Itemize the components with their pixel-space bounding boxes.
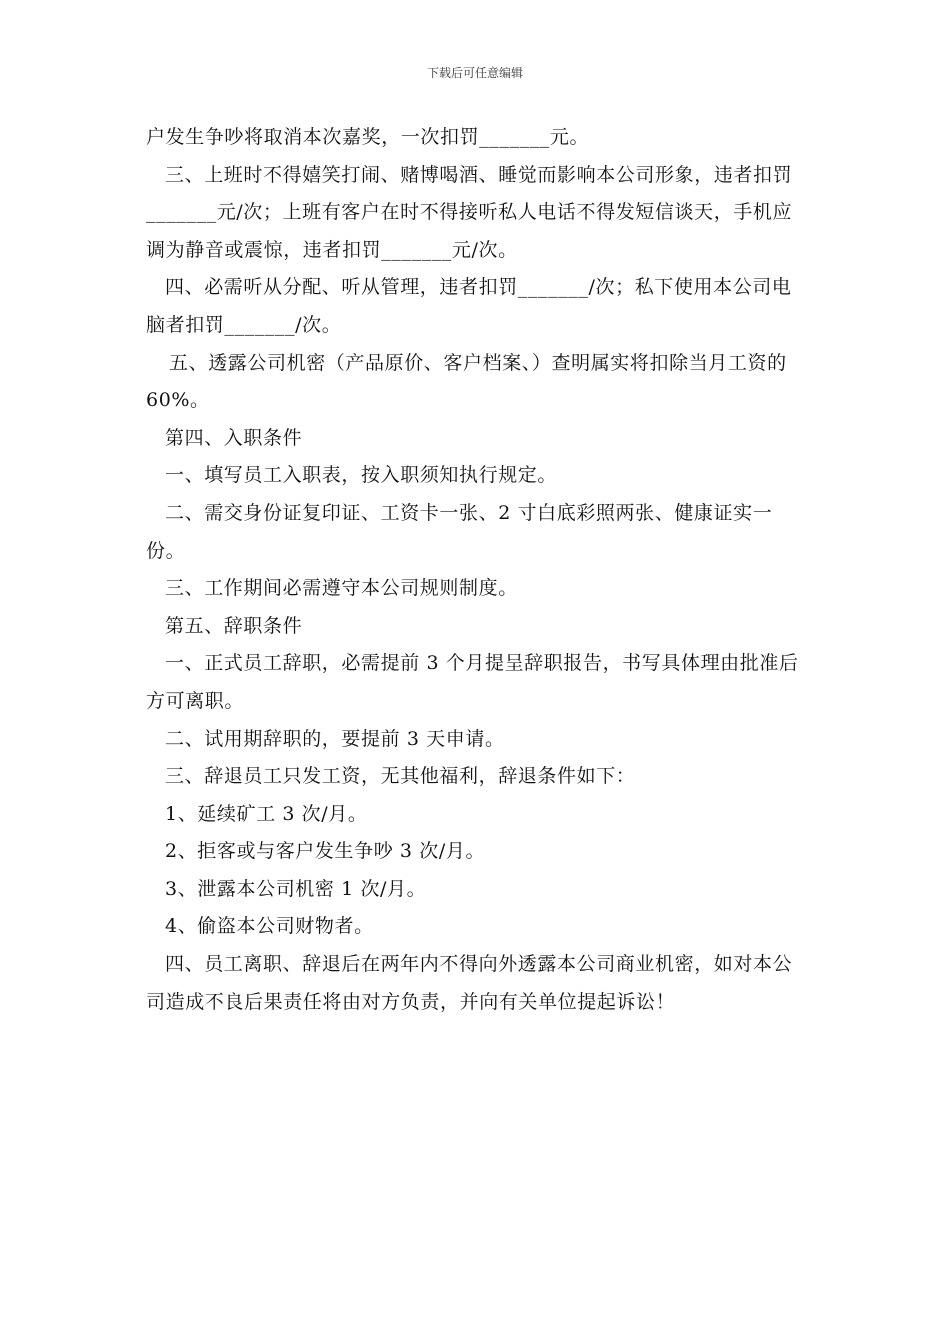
list-item: 3、泄露本公司机密 1 次/月。 [165,877,427,900]
paragraph: 三、上班时不得嬉笑打闹、赌博喝酒、睡觉而影响本公司形象，违者扣罚_______元/次；上班有客户在时不得接听私人电话不得发短信谈天，手机应调为静音或震惊，违者扣罚_______元/次。 [146,163,793,261]
document-body [146,119,810,1021]
list-item: 2、拒客或与客户发生争吵 3 次/月。 [165,840,486,863]
paragraph: 二、试用期辞职的，要提前 3 天申请。 [165,727,505,750]
section-heading: 第四、入职条件 [165,426,303,449]
paragraph: 二、需交身份证复印证、工资卡一张、2 寸白底彩照两张、健康证实一份。 [146,501,773,562]
list-item: 1、延续矿工 3 次/月。 [165,802,368,825]
section-heading: 第五、辞职条件 [165,614,303,637]
paragraph: 三、辞退员工只发工资，无其他福利，辞退条件如下： [165,765,636,788]
paragraph: 三、工作期间必需遵守本公司规则制度。 [165,577,518,600]
paragraph: 五、透露公司机密（产品原价、客户档案、）查明属实将扣除当月工资的 60%。 [146,351,787,412]
list-item: 4、偷盗本公司财物者。 [165,915,374,938]
paragraph: 四、必需听从分配、听从管理，违者扣罚_______/次；私下使用本公司电脑者扣罚_______/次。 [146,276,792,336]
paragraph: 一、正式员工辞职，必需提前 3 个月提呈辞职报告，书写具体理由批准后方可离职。 [146,652,799,712]
paragraph: 一、填写员工入职表，按入职须知执行规定。 [165,464,558,487]
paragraph: 四、员工离职、辞退后在两年内不得向外透露本公司商业机密，如对本公司造成不良后果责任将由对方负责，并向有关单位提起诉讼！ [146,953,793,1013]
page-header: 下载后可任意编辑 [426,66,523,80]
paragraph: 户发生争吵将取消本次嘉奖，一次扣罚_______元。 [146,126,590,148]
